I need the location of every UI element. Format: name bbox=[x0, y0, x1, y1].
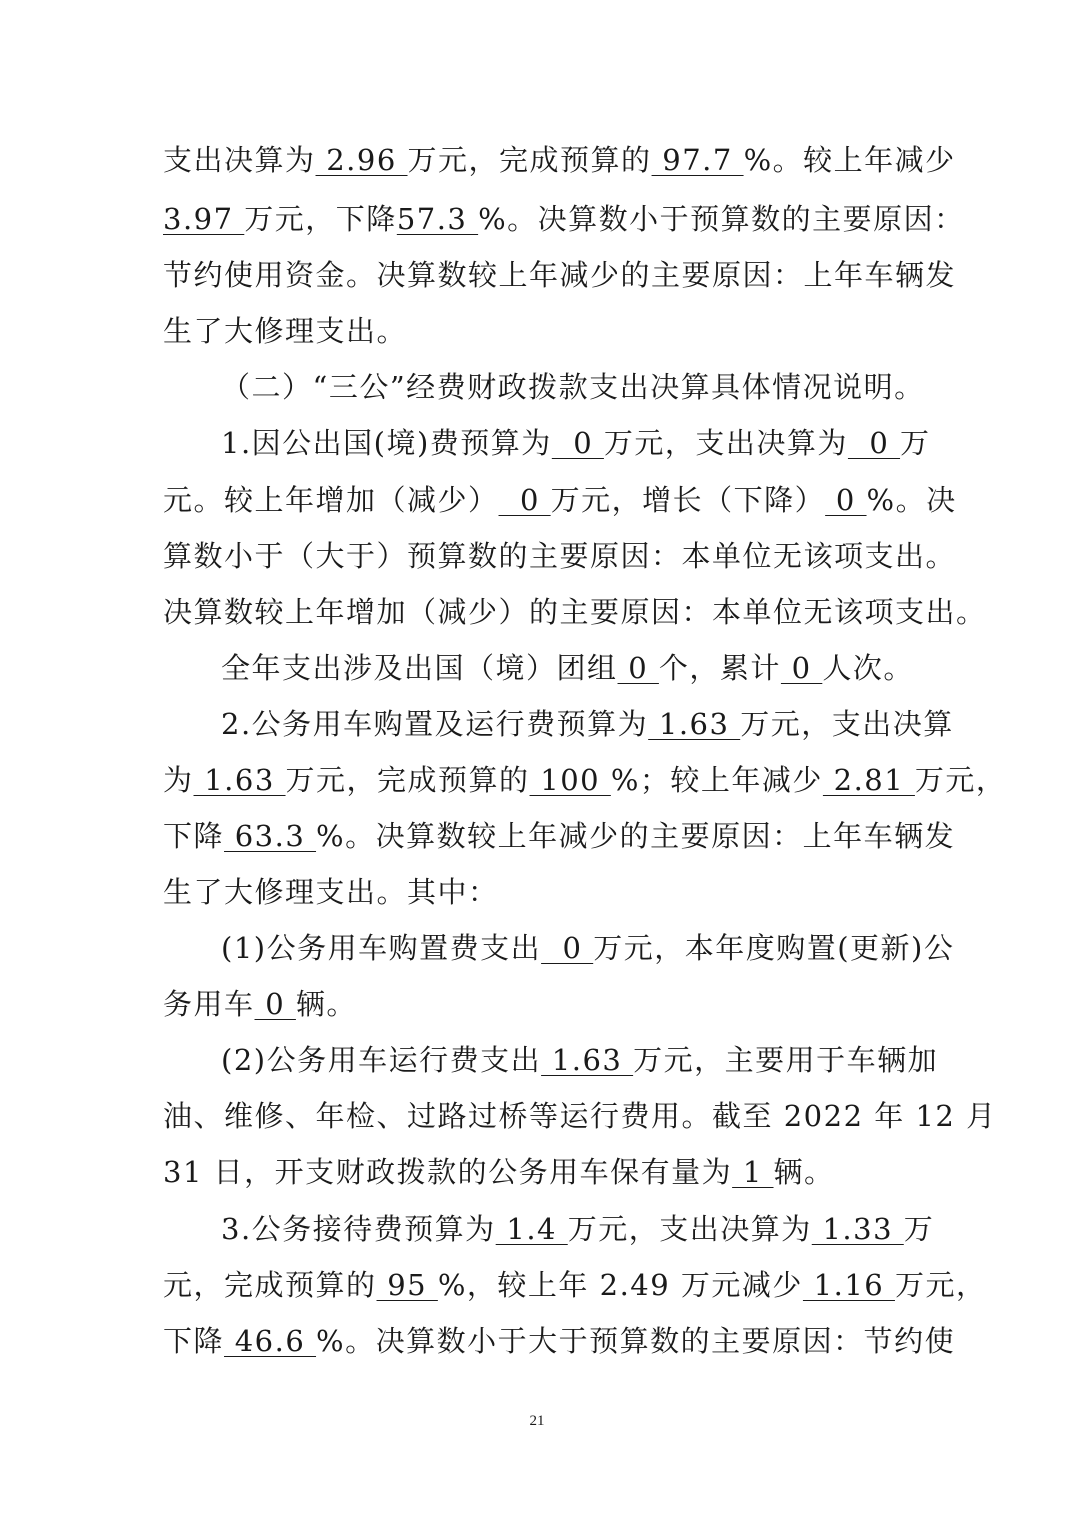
text-segment: 辆。 bbox=[773, 1155, 835, 1189]
text-segment: 生了大修理支出。 bbox=[163, 314, 408, 348]
text-segment: 万元，支出决算为 bbox=[603, 426, 848, 460]
text-segment: 下降 bbox=[163, 1324, 225, 1358]
text-segment: 万元， bbox=[894, 1268, 987, 1302]
underlined-value: 0 bbox=[254, 987, 296, 1021]
text-segment: 万元，完成预算的 bbox=[285, 763, 530, 797]
underlined-value: 57.3 bbox=[396, 202, 479, 236]
text-segment: 人次。 bbox=[822, 651, 914, 685]
text-line bbox=[163, 594, 987, 630]
text-segment: %。决算数较上年减少的主要原因：上年车辆发 bbox=[316, 819, 956, 853]
text-segment: 节约使用资金。决算数较上年减少的主要原因：上年车辆发 bbox=[163, 258, 957, 292]
underlined-value: 2.81 bbox=[822, 763, 915, 797]
text-line bbox=[221, 706, 954, 742]
text-segment: 辆。 bbox=[295, 987, 357, 1021]
text-line bbox=[221, 369, 925, 405]
underlined-value: 0 bbox=[498, 483, 551, 517]
text-segment: 生了大修理支出。其中： bbox=[163, 875, 499, 909]
text-segment: 支出决算为 bbox=[163, 143, 316, 177]
text-line bbox=[163, 1323, 955, 1359]
text-line bbox=[163, 142, 956, 178]
text-segment: 万元，支出决算 bbox=[740, 707, 954, 741]
underlined-value: 1.4 bbox=[495, 1212, 568, 1246]
text-segment: %，较上年 2.49 万元减少 bbox=[437, 1268, 803, 1302]
text-line bbox=[221, 425, 931, 461]
text-line bbox=[163, 1267, 986, 1303]
underlined-value: 1.63 bbox=[648, 707, 741, 741]
text-segment: (2)公务用车运行费支出 bbox=[221, 1043, 542, 1077]
text-line bbox=[221, 650, 914, 686]
text-segment: （二）“三公”经费财政拨款支出决算具体情况说明。 bbox=[221, 370, 925, 404]
text-segment: 万元，完成预算的 bbox=[407, 143, 652, 177]
text-segment: %。决 bbox=[866, 483, 957, 517]
text-line bbox=[163, 986, 357, 1022]
text-line bbox=[163, 874, 499, 910]
text-segment: 万 bbox=[900, 426, 931, 460]
underlined-value: 2.96 bbox=[315, 143, 408, 177]
underlined-value: 3.97 bbox=[163, 202, 245, 236]
text-segment: 3.公务接待费预算为 bbox=[221, 1212, 496, 1246]
text-segment: 万元，支出决算为 bbox=[567, 1212, 812, 1246]
text-segment: %。决算数小于大于预算数的主要原因：节约使 bbox=[316, 1324, 956, 1358]
underlined-value: 100 bbox=[529, 763, 611, 797]
text-line bbox=[163, 818, 955, 854]
text-line bbox=[163, 313, 407, 349]
text-line bbox=[163, 762, 1006, 798]
text-segment: 决算数较上年增加（减少）的主要原因：本单位无该项支出。 bbox=[163, 595, 987, 629]
text-segment: 万元，下降 bbox=[244, 202, 397, 236]
underlined-value: 0 bbox=[780, 651, 823, 685]
text-segment: 万元，本年度购置(更新)公 bbox=[593, 931, 955, 965]
text-line bbox=[221, 1042, 938, 1078]
text-segment: 万元，增长（下降） bbox=[550, 483, 826, 517]
underlined-value: 95 bbox=[376, 1268, 438, 1302]
text-segment: 万元，主要用于车辆加 bbox=[633, 1043, 939, 1077]
text-segment: 万 bbox=[903, 1212, 935, 1246]
text-segment: %。较上年减少 bbox=[743, 143, 956, 177]
underlined-value: 1 bbox=[732, 1155, 774, 1189]
text-segment: 31 日，开支财政拨款的公务用车保有量为 bbox=[163, 1155, 733, 1189]
text-segment: 万元， bbox=[914, 763, 1007, 797]
text-segment: 1.因公出国(境)费预算为 bbox=[221, 426, 552, 460]
text-segment: 算数小于（大于）预算数的主要原因：本单位无该项支出。 bbox=[163, 539, 957, 573]
underlined-value: 1.33 bbox=[811, 1212, 904, 1246]
text-segment: %；较上年减少 bbox=[610, 763, 823, 797]
text-line bbox=[163, 538, 956, 574]
underlined-value: 63.3 bbox=[224, 819, 317, 853]
underlined-value: 46.6 bbox=[224, 1324, 317, 1358]
text-segment: %。决算数小于预算数的主要原因： bbox=[478, 202, 965, 236]
underlined-value: 0 bbox=[617, 651, 659, 685]
text-segment: 务用车 bbox=[163, 987, 255, 1021]
underlined-value: 0 bbox=[825, 483, 867, 517]
text-segment: 2.公务用车购置及运行费预算为 bbox=[221, 707, 649, 741]
underlined-value: 1.63 bbox=[541, 1043, 634, 1077]
text-segment: 油、维修、年检、过路过桥等运行费用。截至 2022 年 12 月 bbox=[163, 1099, 997, 1133]
text-line bbox=[221, 930, 954, 966]
text-line bbox=[163, 482, 957, 518]
page-number: 21 bbox=[529, 1413, 545, 1429]
underlined-value: 0 bbox=[551, 426, 604, 460]
text-line bbox=[163, 1098, 997, 1134]
text-segment: (1)公务用车购置费支出 bbox=[221, 931, 542, 965]
text-segment: 元。较上年增加（减少） bbox=[163, 483, 499, 517]
text-line bbox=[221, 1211, 934, 1247]
text-segment: 下降 bbox=[163, 819, 225, 853]
underlined-value: 1.63 bbox=[193, 763, 286, 797]
text-line bbox=[163, 201, 965, 237]
text-segment: 全年支出涉及出国（境）团组 bbox=[221, 651, 618, 685]
text-segment: 个，累计 bbox=[658, 651, 781, 685]
text-line bbox=[163, 257, 956, 293]
text-segment: 元，完成预算的 bbox=[163, 1268, 377, 1302]
text-line bbox=[163, 1154, 835, 1190]
underlined-value: 0 bbox=[847, 426, 901, 460]
text-segment: 为 bbox=[163, 763, 194, 797]
underlined-value: 97.7 bbox=[651, 143, 744, 177]
underlined-value: 1.16 bbox=[802, 1268, 895, 1302]
underlined-value: 0 bbox=[541, 931, 594, 965]
